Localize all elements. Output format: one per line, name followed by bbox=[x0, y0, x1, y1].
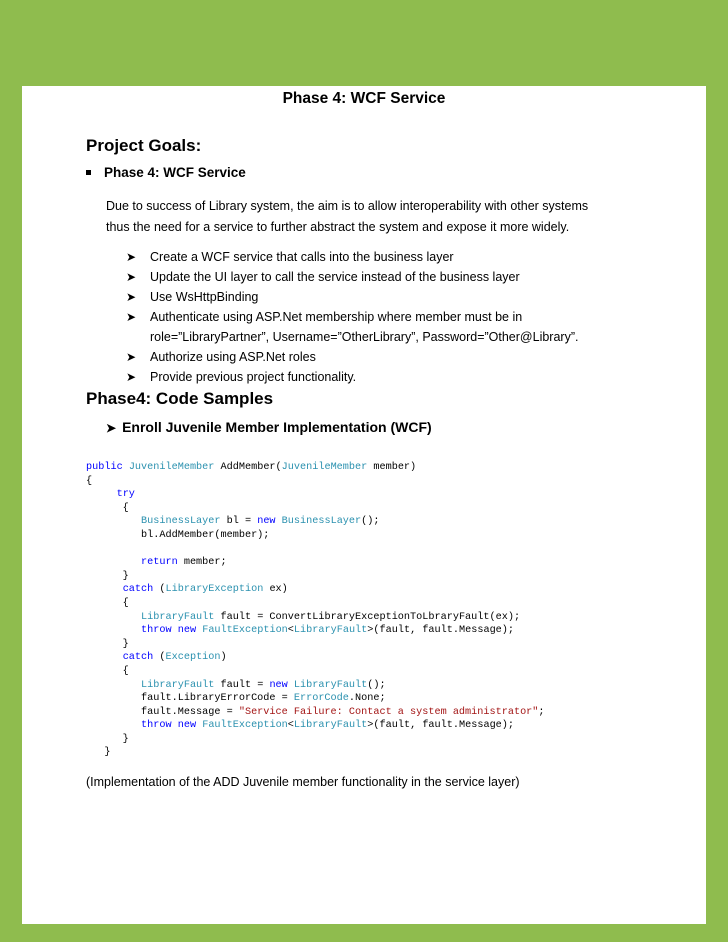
code-keyword: catch bbox=[122, 584, 154, 596]
code-type: ErrorCode bbox=[293, 693, 349, 705]
arrow-bullet-icon: ➤ bbox=[106, 421, 117, 435]
arrow-bullet-icon: ➤ bbox=[126, 310, 137, 324]
code-text: { bbox=[86, 502, 129, 514]
code-keyword: public bbox=[86, 462, 123, 473]
code-text: member; bbox=[177, 557, 227, 569]
arrow-bullet-icon: ➤ bbox=[126, 350, 137, 364]
code-type: Exception bbox=[165, 652, 221, 664]
code-type: LibraryException bbox=[165, 584, 264, 596]
code-text: ex) bbox=[263, 584, 288, 596]
goal-item: ➤ Authorize using ASP.Net roles bbox=[126, 347, 646, 367]
code-text: { bbox=[86, 665, 129, 677]
code-text: } bbox=[86, 638, 129, 650]
code-text: < bbox=[287, 720, 294, 732]
arrow-bullet-icon: ➤ bbox=[126, 370, 137, 384]
code-text: < bbox=[287, 625, 294, 637]
code-type: BusinessLayer bbox=[281, 516, 362, 528]
code-text: fault.LibraryErrorCode = bbox=[86, 693, 294, 705]
code-type: LibraryFault bbox=[293, 625, 368, 637]
code-text: { bbox=[86, 597, 129, 609]
green-frame-left bbox=[0, 0, 22, 942]
phase-bullet-label: Phase 4: WCF Service bbox=[104, 165, 246, 180]
goal-item-continuation: role=”LibraryPartner”, Username=”OtherLibrary”, Password=”Other@Library”. bbox=[150, 330, 579, 344]
code-text: bl = bbox=[220, 516, 258, 528]
code-type: FaultException bbox=[202, 720, 288, 732]
code-keyword: try bbox=[116, 489, 135, 501]
code-text: ( bbox=[153, 584, 166, 596]
code-block bbox=[86, 461, 545, 760]
code-line bbox=[86, 665, 545, 679]
code-keyword: new bbox=[257, 516, 276, 528]
code-line bbox=[86, 475, 545, 489]
code-text: { bbox=[86, 475, 93, 487]
code-type: JuvenileMember bbox=[281, 462, 368, 473]
arrow-bullet-icon: ➤ bbox=[126, 270, 137, 284]
code-type: LibraryFault bbox=[293, 679, 368, 691]
code-line bbox=[86, 638, 545, 652]
code-text: .None; bbox=[348, 693, 386, 705]
code-text bbox=[86, 557, 141, 568]
code-line bbox=[86, 746, 545, 760]
code-text: >(fault, fault.Message); bbox=[367, 625, 515, 637]
code-keyword: return bbox=[141, 557, 178, 569]
code-text bbox=[86, 516, 141, 527]
code-text bbox=[86, 489, 117, 500]
code-line bbox=[86, 651, 545, 665]
code-keyword: catch bbox=[122, 652, 154, 664]
code-text bbox=[86, 625, 141, 636]
code-keyword: new bbox=[177, 720, 197, 732]
code-keyword: new bbox=[177, 625, 197, 637]
code-line bbox=[86, 515, 545, 529]
code-text: fault.Message = bbox=[86, 706, 239, 718]
goal-item: ➤ Authenticate using ASP.Net membership where member must be in bbox=[126, 307, 646, 327]
code-line bbox=[86, 733, 545, 747]
code-type: JuvenileMember bbox=[128, 462, 215, 473]
green-frame-right bbox=[706, 0, 728, 942]
code-line bbox=[86, 529, 545, 543]
phase-bullet bbox=[86, 165, 246, 180]
enroll-subheading-label: Enroll Juvenile Member Implementation (WCF) bbox=[122, 419, 432, 435]
code-samples-heading: Phase4: Code Samples bbox=[86, 389, 274, 408]
green-frame-bottom bbox=[0, 924, 728, 942]
code-keyword: throw bbox=[141, 625, 172, 637]
green-top-band bbox=[0, 0, 728, 86]
code-caption: (Implementation of the ADD Juvenile member functionality in the service layer) bbox=[86, 775, 520, 789]
description-paragraph bbox=[106, 196, 666, 238]
arrow-bullet-icon: ➤ bbox=[126, 290, 137, 304]
goal-item: ➤ Create a WCF service that calls into the business layer bbox=[126, 247, 646, 267]
code-text: AddMember( bbox=[214, 462, 282, 473]
enroll-subheading bbox=[106, 419, 432, 435]
goal-item: ➤ Update the UI layer to call the service instead of the business layer bbox=[126, 267, 646, 287]
document-page bbox=[22, 86, 706, 924]
code-text: (); bbox=[367, 679, 386, 691]
code-line bbox=[86, 543, 545, 557]
code-line bbox=[86, 570, 545, 584]
code-line bbox=[86, 706, 545, 720]
code-line bbox=[86, 692, 545, 706]
code-text: } bbox=[86, 733, 129, 745]
goal-item: ➤ Provide previous project functionality. bbox=[126, 367, 646, 387]
code-text: fault = ConvertLibraryExceptionToLbraryFault(ex); bbox=[214, 611, 521, 623]
code-type: LibraryFault bbox=[293, 720, 368, 732]
code-text: fault = bbox=[214, 679, 270, 691]
code-line bbox=[86, 624, 545, 638]
code-type: BusinessLayer bbox=[141, 516, 221, 528]
code-text: (); bbox=[361, 516, 380, 528]
code-line bbox=[86, 502, 545, 516]
code-line bbox=[86, 597, 545, 611]
code-line bbox=[86, 679, 545, 693]
page-title: Phase 4: WCF Service bbox=[282, 90, 446, 107]
description-line: Due to success of Library system, the aim is to allow interoperability with other systems bbox=[106, 199, 589, 213]
code-line bbox=[86, 461, 545, 475]
code-string: "Service Failure: Contact a system administrator" bbox=[238, 706, 539, 718]
code-text: } bbox=[86, 570, 129, 582]
code-type: LibraryFault bbox=[141, 611, 215, 623]
code-line bbox=[86, 719, 545, 733]
square-bullet-icon bbox=[86, 170, 91, 175]
code-keyword: new bbox=[269, 679, 288, 691]
code-line bbox=[86, 611, 545, 625]
arrow-bullet-icon: ➤ bbox=[126, 250, 137, 264]
code-keyword: throw bbox=[141, 720, 172, 732]
code-type: LibraryFault bbox=[141, 679, 215, 691]
goals-list bbox=[126, 247, 646, 387]
description-line: thus the need for a service to further abstract the system and expose it more widely. bbox=[106, 220, 570, 234]
project-goals-heading: Project Goals: bbox=[86, 136, 202, 155]
code-text bbox=[86, 584, 123, 595]
goal-item: ➤ Use WsHttpBinding bbox=[126, 287, 646, 307]
code-text: ; bbox=[538, 706, 545, 718]
code-line bbox=[86, 488, 545, 502]
code-text: bl.AddMember(member); bbox=[86, 529, 270, 541]
code-text bbox=[86, 680, 141, 691]
code-text: ( bbox=[153, 652, 166, 664]
code-text bbox=[86, 652, 123, 663]
code-text bbox=[86, 720, 141, 731]
code-text: ) bbox=[220, 652, 227, 664]
code-line bbox=[86, 556, 545, 570]
code-text: >(fault, fault.Message); bbox=[367, 720, 515, 732]
code-text bbox=[86, 612, 141, 623]
code-text: member) bbox=[367, 462, 417, 473]
code-line bbox=[86, 583, 545, 597]
code-text: } bbox=[86, 747, 111, 759]
code-type: FaultException bbox=[202, 625, 288, 637]
